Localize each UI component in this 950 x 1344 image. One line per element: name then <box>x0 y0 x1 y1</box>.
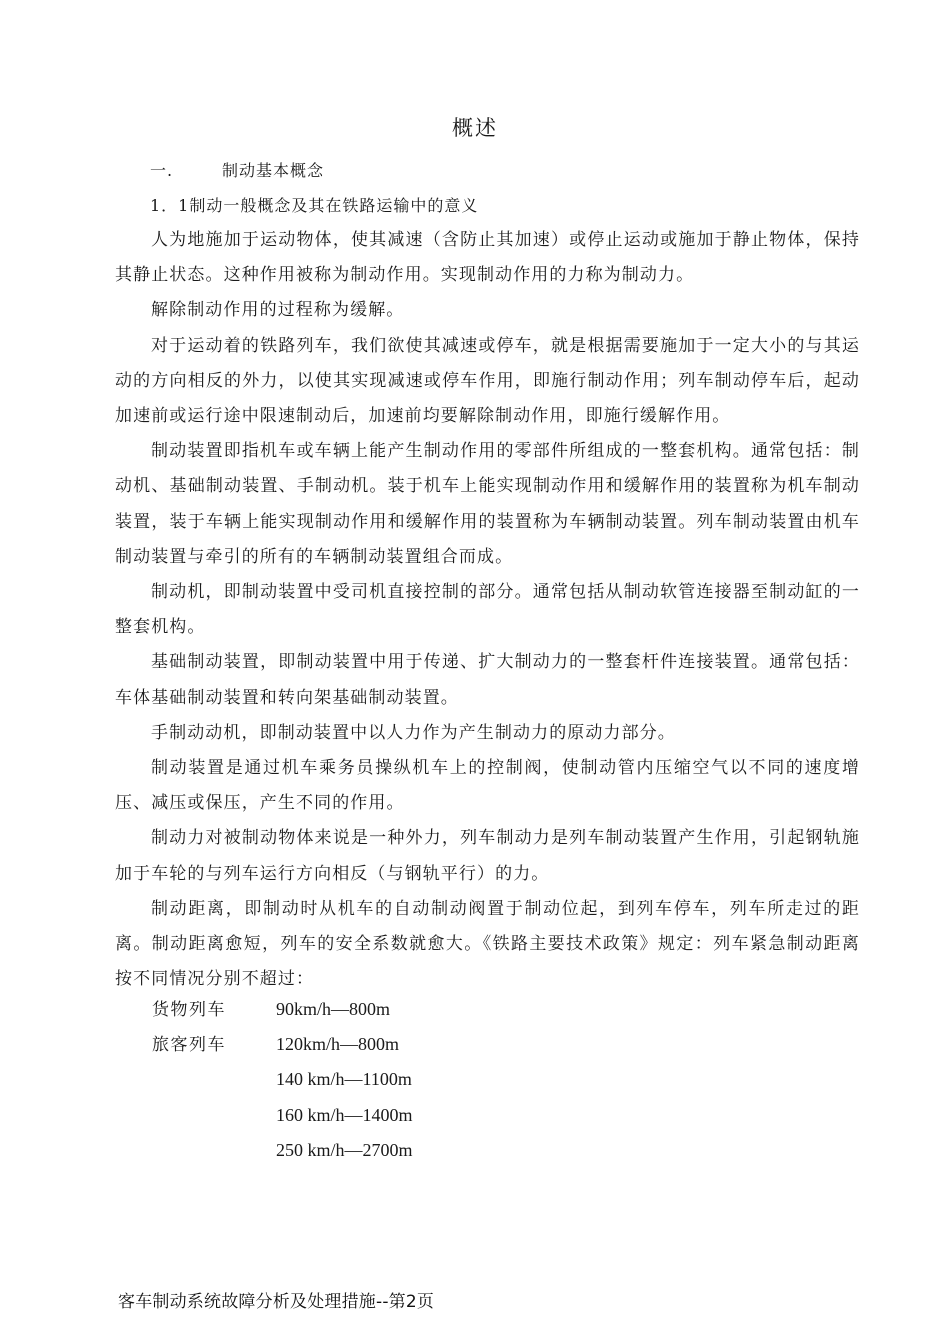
paragraph: 制动力对被制动物体来说是一种外力，列车制动力是列车制动装置产生作用，引起钢轨施加于车轮的与列车运行方向相反（与钢轨平行）的力。 <box>115 828 860 884</box>
paragraph: 制动装置是通过机车乘务员操纵机车上的控制阀，使制动管内压缩空气以不同的速度增压、减压或保压，产生不同的作用。 <box>115 758 860 814</box>
body-text <box>115 223 860 997</box>
paragraph: 手制动动机，即制动装置中以人力作为产生制动力的原动力部分。 <box>151 722 676 743</box>
paragraph: 解除制动作用的过程称为缓解。 <box>151 300 405 321</box>
section-number: 一. <box>150 161 174 180</box>
speed-distance: 250 km/h—2700m <box>276 1139 413 1160</box>
list-item <box>152 992 413 1027</box>
paragraph: 制动机，即制动装置中受司机直接控制的部分。通常包括从制动软管连接器至制动缸的一整套机构。 <box>115 582 860 638</box>
paragraph: 制动距离，即制动时从机车的自动制动阀置于制动位起，到列车停车，列车所走过的距离。制动距离愈短，列车的安全系数就愈大。《铁路主要技术政策》规定：列车紧急制动距离按不同情况分别不超过： <box>115 898 860 990</box>
page-title: 概述 <box>452 116 498 140</box>
paragraph: 人为地施加于运动物体，使其减速（含防止其加速）或停止运动或施加于静止物体，保持其静止状态。这种作用被称为制动作用。实现制动作用的力称为制动力。 <box>115 230 860 286</box>
list-item <box>152 1062 413 1097</box>
train-category: 货物列车 <box>152 1000 226 1020</box>
speed-distance: 160 km/h—1400m <box>276 1104 413 1125</box>
subsection-heading: 1．1制动一般概念及其在铁路运输中的意义 <box>150 196 479 215</box>
paragraph: 基础制动装置，即制动装置中用于传递、扩大制动力的一整套杆件连接装置。通常包括：车体基础制动装置和转向架基础制动装置。 <box>115 652 860 708</box>
section-label: 制动基本概念 <box>222 161 325 180</box>
list-item <box>152 1027 413 1062</box>
speed-distance: 140 km/h—1100m <box>276 1069 412 1090</box>
paragraph: 对于运动着的铁路列车，我们欲使其减速或停车，就是根据需要施加于一定大小的与其运动的方向相反的外力，以使其实现减速或停车作用，即施行制动作用；列车制动停车后，起动加速前或运行途中限速制动后，加速前均要解除制动作用，即施行缓解作用。 <box>115 335 860 427</box>
paragraph: 制动装置即指机车或车辆上能产生制动作用的零部件所组成的一整套机构。通常包括：制动机、基础制动装置、手制动机。装于机车上能实现制动作用和缓解作用的装置称为机车制动装置，装于车辆上能实现制动作用和缓解作用的装置称为车辆制动装置。列车制动装置由机车制动装置与牵引的所有的车辆制动装置组合而成。 <box>115 441 860 567</box>
train-category: 旅客列车 <box>152 1035 226 1056</box>
braking-distance-list <box>152 992 413 1168</box>
page-footer: 客车制动系统故障分析及处理措施--第2页 <box>118 1292 435 1312</box>
section-heading <box>150 158 324 181</box>
speed-distance: 90km/h—800m <box>276 999 391 1019</box>
list-item <box>152 1098 413 1133</box>
speed-distance: 120km/h—800m <box>276 1034 400 1055</box>
list-item <box>152 1133 413 1168</box>
